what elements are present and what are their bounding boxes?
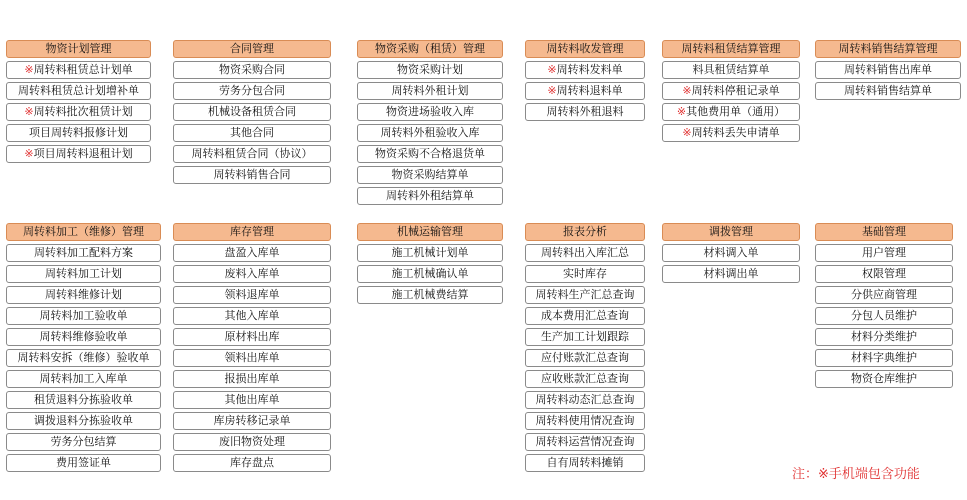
module-group [173, 40, 331, 187]
function-label: 周转料维修验收单 [39, 330, 128, 343]
function-label: 应付账款汇总查询 [541, 351, 629, 364]
function-label: 周转料出入库汇总 [541, 246, 629, 259]
function-label: 应收账款汇总查询 [541, 372, 629, 385]
function-item [6, 244, 161, 262]
function-label: 领料出库单 [224, 351, 280, 364]
function-label: 材料字典维护 [851, 351, 917, 364]
function-label: 周转料外租计划 [391, 84, 469, 97]
function-item [6, 433, 161, 451]
mobile-mark-icon: ※ [547, 63, 557, 76]
function-item [357, 103, 503, 121]
module-group [6, 40, 151, 166]
function-item [173, 412, 331, 430]
function-item [525, 370, 645, 388]
function-label: 周转料加工配料方案 [34, 246, 133, 259]
function-item [6, 307, 161, 325]
function-item [173, 307, 331, 325]
function-label: 材料调入单 [703, 246, 759, 259]
function-label: 周转料丢失申请单 [691, 126, 780, 139]
function-label: 周转料停租记录单 [691, 84, 780, 97]
function-label: 周转料加工计划 [45, 267, 122, 280]
function-item [173, 166, 331, 184]
function-item [6, 370, 161, 388]
module-group [815, 40, 961, 103]
mobile-mark-icon: ※ [547, 84, 557, 97]
function-label: 周转料发料单 [556, 63, 623, 76]
function-item [357, 124, 503, 142]
function-label: 周转料销售合同 [213, 168, 291, 181]
function-label: 原材料出库 [224, 330, 280, 343]
function-label: 周转料租赁总计划单 [33, 63, 133, 76]
function-item [6, 103, 151, 121]
function-label: 施工机械确认单 [391, 267, 469, 280]
function-item [525, 103, 645, 121]
function-label: 材料分类维护 [851, 330, 917, 343]
function-item [6, 391, 161, 409]
function-label: 其他入库单 [224, 309, 280, 322]
function-item [173, 370, 331, 388]
function-item [6, 349, 161, 367]
function-label: 物资仓库维护 [851, 372, 917, 385]
function-item [815, 82, 961, 100]
function-label: 废旧物资处理 [219, 435, 285, 448]
module-group [815, 223, 953, 391]
function-label: 周转料租赁总计划增补单 [18, 84, 139, 97]
function-label: 周转料维修计划 [45, 288, 122, 301]
function-label: 实时库存 [563, 267, 607, 280]
function-item [173, 433, 331, 451]
function-item [6, 61, 151, 79]
function-item [815, 286, 953, 304]
function-label: 周转料使用情况查询 [535, 414, 635, 427]
function-label: 周转料安拆（维修）验收单 [17, 351, 150, 364]
function-item [815, 61, 961, 79]
module-header: 周转料租赁结算管理 [662, 40, 800, 58]
function-item [525, 265, 645, 283]
module-header: 周转料加工（维修）管理 [6, 223, 161, 241]
module-group [662, 40, 800, 145]
function-label: 项目周转料退租计划 [33, 147, 133, 160]
function-label: 周转料外租结算单 [386, 189, 474, 202]
function-item [357, 187, 503, 205]
function-label: 物资采购不合格退货单 [375, 147, 485, 160]
mobile-mark-icon: ※ [24, 63, 34, 76]
function-item [173, 454, 331, 472]
function-label: 施工机械费结算 [391, 288, 469, 301]
function-label: 料具租赁结算单 [692, 63, 770, 76]
module-group [357, 223, 503, 307]
module-group [525, 223, 645, 475]
module-group [6, 223, 161, 475]
function-label: 周转料租赁合同（协议） [191, 147, 313, 160]
function-label: 机械设备租赁合同 [208, 105, 296, 118]
function-item [525, 349, 645, 367]
function-label: 成本费用汇总查询 [541, 309, 629, 322]
module-header: 报表分析 [525, 223, 645, 241]
function-item [525, 244, 645, 262]
function-item [6, 82, 151, 100]
function-item [173, 328, 331, 346]
function-label: 周转料销售出库单 [844, 63, 932, 76]
function-label: 劳务分包合同 [219, 84, 285, 97]
module-header: 合同管理 [173, 40, 331, 58]
function-label: 生产加工计划跟踪 [541, 330, 629, 343]
module-group [357, 40, 503, 208]
function-item [6, 124, 151, 142]
function-label: 周转料外租验收入库 [380, 126, 480, 139]
function-label: 租赁退料分拣验收单 [34, 393, 133, 406]
function-item [173, 265, 331, 283]
module-group [173, 223, 331, 475]
function-item [173, 124, 331, 142]
function-item [357, 145, 503, 163]
mobile-mark-icon: ※ [24, 147, 34, 160]
function-item [662, 265, 800, 283]
function-item [525, 286, 645, 304]
mobile-mark-icon: ※ [676, 105, 687, 118]
function-item [815, 265, 953, 283]
function-label: 其他出库单 [224, 393, 280, 406]
function-item [525, 412, 645, 430]
function-item [173, 286, 331, 304]
function-item [525, 307, 645, 325]
function-item [662, 124, 800, 142]
function-item [525, 82, 645, 100]
function-label: 自有周转料摊销 [546, 456, 624, 469]
function-item [6, 328, 161, 346]
function-item [815, 244, 953, 262]
module-header: 物资采购（租赁）管理 [357, 40, 503, 58]
module-header: 周转料收发管理 [525, 40, 645, 58]
function-item [662, 82, 800, 100]
module-header: 周转料销售结算管理 [815, 40, 961, 58]
function-label: 劳务分包结算 [50, 435, 117, 448]
function-item [357, 265, 503, 283]
function-label: 用户管理 [862, 246, 906, 259]
function-label: 材料调出单 [703, 267, 759, 280]
function-item [6, 145, 151, 163]
function-item [815, 328, 953, 346]
function-label: 费用签证单 [56, 456, 111, 469]
function-item [662, 61, 800, 79]
function-label: 周转料外租退料 [546, 105, 624, 118]
function-item [357, 244, 503, 262]
function-item [6, 265, 161, 283]
function-item [173, 61, 331, 79]
module-group [662, 223, 800, 286]
function-label: 周转料加工入库单 [39, 372, 128, 385]
function-item [173, 349, 331, 367]
function-label: 库存盘点 [230, 456, 274, 469]
function-label: 物资采购合同 [219, 63, 285, 76]
function-label: 物资采购结算单 [391, 168, 469, 181]
function-item [525, 433, 645, 451]
function-label: 其他费用单（通用） [686, 105, 786, 118]
module-header: 物资计划管理 [6, 40, 151, 58]
function-label: 周转料运营情况查询 [535, 435, 635, 448]
function-label: 分供应商管理 [851, 288, 917, 301]
function-item [6, 412, 161, 430]
function-item [662, 103, 800, 121]
function-item [173, 145, 331, 163]
module-header: 调拨管理 [662, 223, 800, 241]
module-group [525, 40, 645, 124]
function-item [525, 61, 645, 79]
function-label: 周转料生产汇总查询 [535, 288, 635, 301]
mobile-mark-icon: ※ [682, 126, 692, 139]
function-item [173, 244, 331, 262]
function-label: 周转料退料单 [556, 84, 623, 97]
function-item [357, 166, 503, 184]
function-label: 库房转移记录单 [213, 414, 291, 427]
mobile-mark-icon: ※ [24, 105, 34, 118]
function-item [357, 61, 503, 79]
function-label: 报损出库单 [224, 372, 280, 385]
module-header: 库存管理 [173, 223, 331, 241]
function-item [357, 286, 503, 304]
function-item [6, 286, 161, 304]
function-item [525, 328, 645, 346]
function-item [525, 454, 645, 472]
function-item [6, 454, 161, 472]
function-item [173, 82, 331, 100]
function-item [357, 82, 503, 100]
function-label: 领料退库单 [224, 288, 280, 301]
function-label: 盘盈入库单 [224, 246, 280, 259]
footnote: 注：※手机端包含功能 [792, 467, 920, 482]
function-item [815, 307, 953, 325]
function-label: 调拨退料分拣验收单 [34, 414, 133, 427]
module-header: 机械运输管理 [357, 223, 503, 241]
function-label: 权限管理 [862, 267, 906, 280]
function-item [173, 103, 331, 121]
function-item [662, 244, 800, 262]
function-item [173, 391, 331, 409]
function-item [815, 370, 953, 388]
function-label: 周转料销售结算单 [844, 84, 932, 97]
function-item [525, 391, 645, 409]
module-header: 基础管理 [815, 223, 953, 241]
mobile-mark-icon: ※ [682, 84, 692, 97]
function-label: 废料入库单 [224, 267, 280, 280]
function-label: 周转料动态汇总查询 [535, 393, 635, 406]
function-label: 项目周转料报修计划 [29, 126, 128, 139]
function-label: 周转料加工验收单 [39, 309, 128, 322]
function-label: 分包人员维护 [851, 309, 917, 322]
function-label: 周转料批次租赁计划 [33, 105, 133, 118]
function-label: 其他合同 [230, 126, 274, 139]
function-label: 施工机械计划单 [391, 246, 469, 259]
function-label: 物资采购计划 [397, 63, 463, 76]
function-label: 物资进场验收入库 [386, 105, 474, 118]
function-item [815, 349, 953, 367]
